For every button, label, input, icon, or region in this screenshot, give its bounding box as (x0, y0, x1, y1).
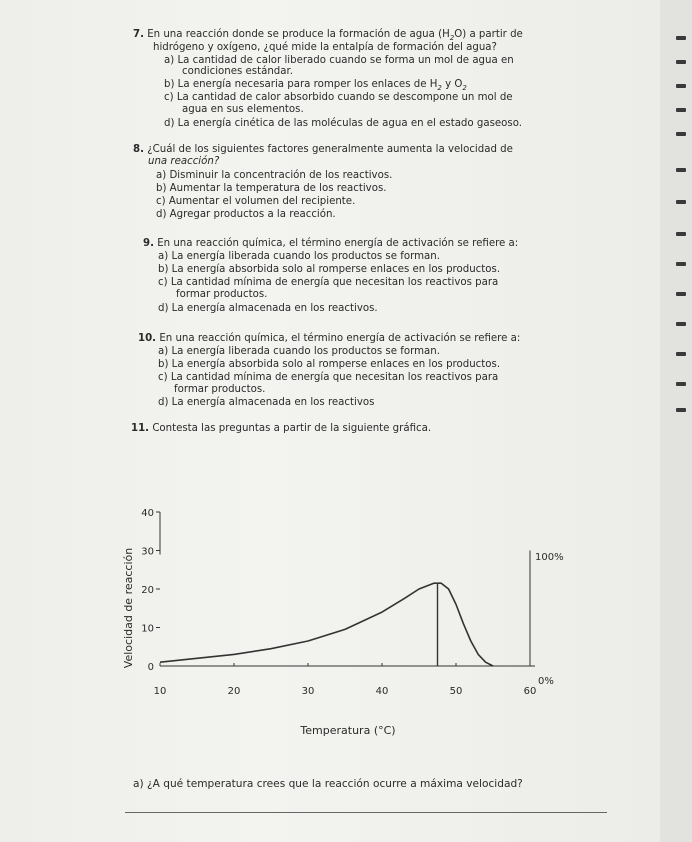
option-8b: b) Aumentar la temperatura de los reactivos. (156, 183, 387, 194)
option-9c-line-1: c) La cantidad mínima de energía que necesitan los reactivos para (158, 277, 499, 288)
binder-tab (676, 382, 686, 386)
option-7c-line-2: agua en sus elementos. (182, 104, 304, 115)
binder-tab (676, 36, 686, 40)
binder-tab (676, 60, 686, 64)
y-tick-label: 30 (141, 546, 154, 558)
question-number: 8. (133, 144, 144, 155)
binder-tab (676, 84, 686, 88)
y-tick-label: 40 (141, 508, 154, 519)
question-text: En una reacción química, el término energía de activación se refiere a: (157, 238, 519, 249)
question-8-line-2: una reacción? (148, 156, 220, 167)
y-tick-label: 20 (141, 585, 154, 596)
binder-tab (676, 168, 686, 172)
option-10c-line-2: formar productos. (174, 384, 266, 395)
annotation-100-percent: 100% (535, 552, 564, 563)
answer-line[interactable] (125, 812, 607, 813)
question-text: En una reacción donde se produce la formación de agua (H (147, 29, 450, 40)
binder-tab (676, 262, 686, 266)
x-tick-label: 30 (301, 686, 315, 697)
option-9c-line-2: formar productos. (176, 289, 268, 300)
question-10 (138, 333, 520, 345)
question-text: Contesta las preguntas a partir de la siguiente gráfica. (152, 423, 432, 434)
question-number: 11. (131, 423, 150, 434)
y-tick-label: 10 (141, 623, 154, 635)
right-edge-strip (660, 0, 692, 842)
option-10b: b) La energía absorbida solo al romperse enlaces en los productos. (158, 359, 501, 370)
x-tick-label: 40 (375, 686, 389, 697)
binder-tab (676, 232, 686, 236)
option-7a-line-1: a) La cantidad de calor liberado cuando se forma un mol de agua en (164, 55, 514, 66)
x-tick-label: 20 (227, 686, 241, 697)
question-11 (131, 423, 431, 435)
reaction-rate-curve (160, 583, 493, 666)
option-10d: d) La energía almacenada en los reactivos (158, 397, 375, 408)
option-8c: c) Aumentar el volumen del recipiente. (156, 196, 356, 207)
binder-tab (676, 352, 686, 356)
y-axis-label: Velocidad de reacción (122, 547, 135, 669)
binder-tab (676, 292, 686, 296)
option-10c-line-1: c) La cantidad mínima de energía que necesitan los reactivos para (158, 372, 499, 383)
subscript: 2 (449, 34, 455, 43)
x-tick-label: 50 (449, 686, 463, 697)
option-7c-line-1: c) La cantidad de calor absorbido cuando se descompone un mol de (164, 92, 513, 103)
question-number: 10. (138, 333, 157, 344)
x-tick-label: 60 (523, 686, 537, 697)
binder-tab (676, 108, 686, 112)
question-11a: a) ¿A qué temperatura crees que la reacción ocurre a máxima velocidad? (133, 778, 523, 790)
x-axis-label: Temperatura (°C) (300, 724, 396, 737)
option-9a: a) La energía liberada cuando los productos se forman. (158, 251, 440, 262)
question-7-line-2: hidrógeno y oxígeno, ¿qué mide la entalpía de formación del agua? (153, 42, 497, 53)
question-number: 9. (143, 238, 154, 249)
reaction-rate-chart (110, 490, 590, 750)
subscript: 2 (462, 84, 467, 93)
x-tick-label: 10 (153, 686, 167, 697)
question-8-line-1 (133, 144, 513, 156)
question-text: En una reacción química, el término energía de activación se refiere a: (159, 333, 521, 344)
binder-tab (676, 132, 686, 136)
option-text: b) La energía necesaria para romper los enlaces de H (164, 79, 438, 90)
question-9 (143, 238, 518, 250)
option-7a-line-2: condiciones estándar. (182, 66, 293, 77)
option-10a: a) La energía liberada cuando los productos se forman. (158, 346, 440, 357)
option-text: y O (441, 79, 463, 90)
binder-tab (676, 322, 686, 326)
question-text: ¿Cuál de los siguientes factores generalmente aumenta la velocidad de (147, 144, 513, 155)
option-7d: d) La energía cinética de las moléculas de agua en el estado gaseoso. (164, 118, 522, 129)
y-tick-label: 0 (147, 662, 154, 673)
binder-tab (676, 200, 686, 204)
question-text: O) a partir de (454, 29, 523, 40)
annotation-0-percent: 0% (538, 676, 554, 687)
question-number: 7. (133, 29, 144, 40)
option-8a: a) Disminuir la concentración de los reactivos. (156, 170, 393, 181)
option-9b: b) La energía absorbida solo al romperse enlaces en los productos. (158, 264, 501, 275)
option-9d: d) La energía almacenada en los reactivos. (158, 303, 378, 314)
binder-tab (676, 408, 686, 412)
subscript: 2 (437, 84, 442, 93)
option-8d: d) Agregar productos a la reacción. (156, 209, 336, 220)
